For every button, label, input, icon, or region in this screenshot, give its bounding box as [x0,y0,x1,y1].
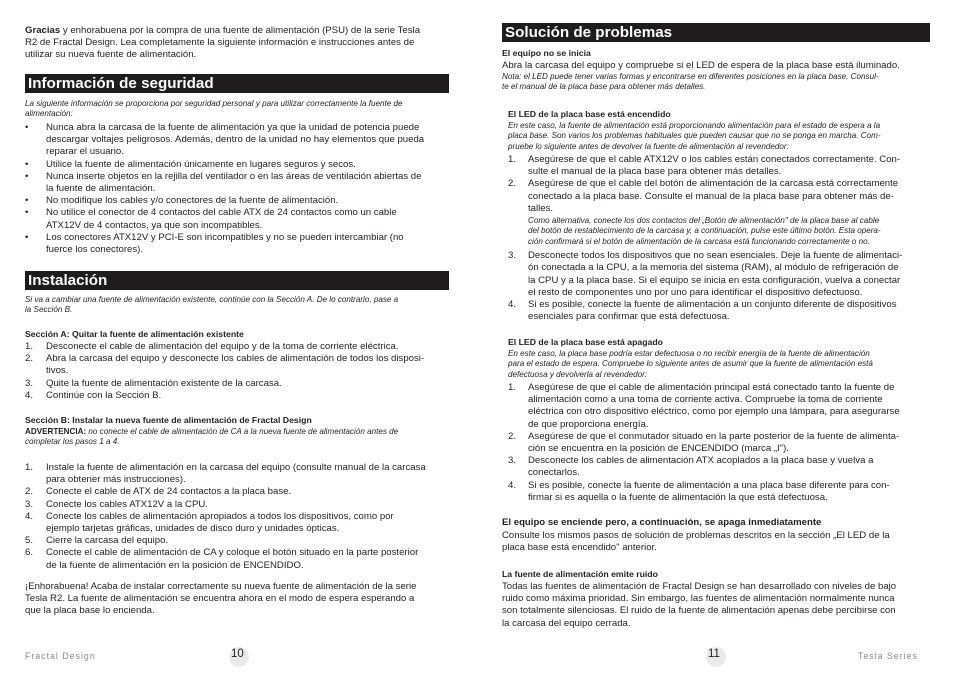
line: que la placa base lo encienda. [25,605,155,617]
line: Quite la fuente de alimentación existente de la carcasa. [46,377,282,389]
section-b-heading: Sección B: Instalar la nueva fuente de alimentación de Fractal Design [25,415,312,425]
line: ¡Enhorabuena! Acaba de instalar correctamente su nueva fuente de alimentación de la serie [25,581,417,592]
page-number-right [708,648,720,660]
s2-note [508,121,936,152]
list-item [25,353,453,377]
line: • No utilice el conector de 4 contactos del cable ATX de 24 contactos como un cable [46,207,397,219]
line: Abra la carcasa del equipo y desconecte los cables de alimentación de todos los disposi- [46,353,425,365]
line: conectado a la placa base. Consulte el manual de la placa base para obtener más de- [528,190,894,202]
line: Instale la fuente de alimentación en la carcasa del equipo (consulte manual de la carcasa [46,462,426,473]
note-line: En este caso, la fuente de alimentación está proporcionando alimentación para el estado de espera a la [508,121,881,130]
line: la carcasa del equipo cerrada. [502,617,631,629]
line: Todas las fuentes de alimentación de Fractal Design se han desarrollado con niveles de bajo [502,581,897,592]
step-note [528,216,930,247]
s2-heading: El LED de la placa base está encendido [508,109,671,119]
list-item [25,159,453,171]
line: la CPU y a la placa base. Si el equipo se inicia en esta configuración, vuelva a conectar [528,274,901,286]
line: ATX12V de 4 contactos, ya que son incompatibles. [46,219,263,231]
line: Asegúrese de que el cable del botón de alimentación de la carcasa está correctamente [528,178,899,190]
list-item [25,390,453,402]
line: eléctrica con otro dispositivo eléctrico, como por ejemplo una lámpara, para asegurarse [528,406,900,418]
note-line: del botón de restablecimiento de la carcasa y, a continuación, pulse este último botón. Esta opera- [528,226,881,236]
intro-line: y enhorabuena por la compra de una fuente de alimentación (PSU) de la serie Tesla [60,25,421,36]
step-number: 1. [25,341,34,352]
step-number: 2. [508,178,517,190]
s2-steps [508,154,930,323]
line: de que proporciona energía. [528,418,649,430]
intro-bold: Gracias [25,25,61,36]
list-item [25,462,453,486]
intro-line: utilizar su nueva fuente de alimentación. [25,49,197,61]
list-item [25,122,453,159]
note-line: Como alternativa, conecte los dos contactos del „Botón de alimentación" de la placa base al cable [528,216,880,226]
line: de la fuente de alimentación en la posición de ENCENDIDO. [46,559,304,571]
safety-note [25,99,453,120]
step-number: 3. [25,498,34,510]
list-item [25,232,453,256]
step-number: 3. [25,377,34,389]
line: el resto de componentes uno por uno para identificar el dispositivo defectuoso. [528,286,863,298]
s1-note [502,72,930,93]
s1-body: Abra la carcasa del equipo y compruebe si el LED de espera de la placa base está iluminado. [502,60,900,71]
note-line: Si va a cambiar una fuente de alimentación existente, continúe con la Sección A. De lo contrario, pase a [25,295,399,304]
line: Desconecte todos los dispositivos que no sean esenciales. Deje la fuente de alimentaci- [528,250,903,262]
line: fuerce los conectores). [46,244,144,256]
note-line: pruebe lo siguiente antes de devolver la fuente de alimentación al revendedor: [508,141,789,151]
note-line: completar los pasos 1 a 4. [25,437,120,447]
troubleshooting-title: Solución de problemas [502,23,930,42]
note-line: ción confirmará si el botón de alimentación de la carcasa está funcionando correctamente o no. [528,236,870,246]
s1-heading: El equipo no se inicia [502,48,591,58]
line: ejemplo tarjetas gráficas, unidades de disco duro y unidades ópticas. [46,523,340,535]
intro-paragraph [25,25,453,62]
note-line: no conecte el cable de alimentación de CA a la nueva fuente de alimentación antes de [86,427,399,436]
line: Desconecte los cables de alimentación ATX acoplados a la placa base y vuelva a [528,455,874,467]
step-number: 2. [508,430,517,442]
list-item [508,154,930,178]
note-line: La siguiente información se proporciona por seguridad personal y para utilizar correctamente la fuente de [25,99,403,108]
page-number-text: 11 [708,648,720,660]
list-item [508,178,930,247]
line: Consulte los mismos pasos de solución de problemas descritos en la sección „El LED de la [502,530,890,541]
line: Desconecte el cable de alimentación del equipo y de la toma de corriente eléctrica. [46,341,399,352]
s3-steps [508,382,930,504]
step-number: 2. [25,353,34,365]
step-number: 1. [508,382,517,393]
line: Continúe con la Sección B. [46,389,162,401]
outro-paragraph [25,581,453,618]
step-number: 4. [25,510,34,522]
step-number: 5. [25,535,34,547]
note-line: placa base. Son varios los problemas habituales que pueden causar que no se ponga en marcha. Com- [508,131,881,141]
install-title: Instalación [25,271,449,290]
step-number: 1. [508,154,517,165]
note-line: En este caso, la placa base podría estar defectuosa o no recibir energía de la fuente de alimentación [508,349,870,358]
footer-brand-right: Tesla Series [858,651,918,661]
list-item [508,250,930,299]
list-item [25,486,453,498]
section-a-steps [25,341,453,402]
list-item [508,431,930,455]
safety-title: Información de seguridad [25,74,449,93]
line: ruido como máxima prioridad. Sin embargo, las fuentes de alimentación normalmente nunca [502,593,895,605]
s4-body [502,530,930,554]
line: Conecte el cable de ATX de 24 contactos a la placa base. [46,486,292,498]
note-line: defectuosa y devolverla al revendedor: [508,369,648,379]
s3-heading: El LED de la placa base está apagado [508,337,663,347]
section-b-steps [25,462,453,572]
step-number: 4. [25,389,34,401]
line: • Nunca inserte objetos en la rejilla del ventilador o en las áreas de ventilación abiertas de [46,170,422,182]
list-item [508,480,930,504]
list-item [25,547,453,571]
note-line: te el manual de la placa base para obtener más detalles. [502,82,706,92]
install-note [25,295,453,316]
list-item [25,207,453,231]
step-number: 3. [508,250,517,262]
line: alimentación como a una toma de corriente activa. Compruebe la toma de corriente [528,394,883,406]
line: • Utilice la fuente de alimentación únicamente en lugares seguros y secos. [46,158,356,170]
step-number: 6. [25,547,34,559]
line: Conecte el cable de alimentación de CA y coloque el botón situado en la parte posterior [46,547,419,559]
s4-heading: El equipo se enciende pero, a continuación, se apaga inmediatamente [502,517,822,528]
line: • No modifique los cables y/o conectores de la fuente de alimentación. [46,195,339,207]
line: Asegúrese de que el conmutador situado en la parte posterior de la fuente de alimenta- [528,430,900,442]
safety-bullets [25,122,453,256]
line: conectarlos. [528,467,580,479]
step-number: 4. [508,479,517,491]
note-line: la Sección B. [25,305,73,315]
s5-body [502,581,930,630]
list-item [25,341,453,353]
list-item [508,382,930,431]
warning-label: ADVERTENCIA: [25,427,87,436]
section-b-warning [25,427,453,448]
line: reparar el usuario. [46,146,124,158]
footer-brand-left: Fractal Design [25,651,96,661]
list-item [508,455,930,479]
step-number: 3. [508,455,517,467]
step-number: 2. [25,486,34,498]
list-item [25,535,453,547]
line: talles. [528,202,554,214]
line: descargar voltajes peligrosos. Además, dentro de la unidad no hay elementos que pueda [46,134,425,146]
note-line: alimentación: [25,109,73,119]
line: Tesla R2. La fuente de alimentación se encuentra ahora en el modo de espera esperando a [25,593,415,605]
line: Conecte los cables de alimentación apropiados a todos los dispositivos, como por [46,510,394,522]
step-number: 1. [25,462,34,473]
line: Si es posible, conecte la fuente de alimentación a una placa base diferente para con- [528,479,890,491]
list-item [25,378,453,390]
note-line: para el estado de espera. Compruebe lo siguiente antes de asumir que la fuente de alimentación está [508,359,873,369]
line: Si es posible, conecte la fuente de alimentación a un conjunto diferente de dispositivos [528,299,897,311]
line: la fuente de alimentación. [46,183,156,195]
line: • Los conectores ATX12V y PCI-E son incompatibles y no se pueden intercambiar (no [46,231,404,243]
section-a-heading: Sección A: Quitar la fuente de alimentación existente [25,329,244,339]
page-number-text: 10 [231,648,244,660]
list-item [25,499,453,511]
line: son totalmente silenciosas. El ruido de la fuente de alimentación apenas debe percibirse con [502,605,896,617]
line: placa base está encendido" anterior. [502,542,657,554]
s3-note [508,349,936,380]
list-item [508,299,930,323]
line: ción se encuentra en la posición de ENCENDIDO (marca „I"). [528,443,789,455]
line: tivos. [46,365,69,377]
intro-line: R2 de Fractal Design. Lea completamente la siguiente información e instrucciones antes de [25,37,415,49]
line: Conecte los cables ATX12V a la CPU. [46,498,208,510]
line: sulte el manual de la placa base para obtener más detalles. [528,166,782,178]
line: Cierre la carcasa del equipo. [46,535,169,547]
page-number-left [231,648,244,660]
s5-heading: La fuente de alimentación emite ruido [502,569,658,579]
list-item [25,171,453,195]
line: para obtener más instrucciones). [46,474,186,486]
line: Asegúrese de que el cable de alimentación principal está conectado tanto la fuente de [528,382,895,393]
line: esenciales para confirmar que está defectuosa. [528,311,730,323]
list-item [25,511,453,535]
line: Asegúrese de que el cable ATX12V o los cables están conectados correctamente. Con- [528,154,901,165]
line: • Nunca abra la carcasa de la fuente de alimentación ya que la unidad de potencia puede [46,122,420,133]
line: ón conectada a la CPU, a la memoria del sistema (RAM), al módulo de refrigeración de [528,262,899,274]
line: firmar si es aquella o la fuente de alimentación la que está defectuosa. [528,491,828,503]
list-item [25,195,453,207]
step-number: 4. [508,299,517,311]
note-line: Nota: el LED puede tener varias formas y encontrarse en diferentes posiciones en la placa base. Consul- [502,72,879,81]
